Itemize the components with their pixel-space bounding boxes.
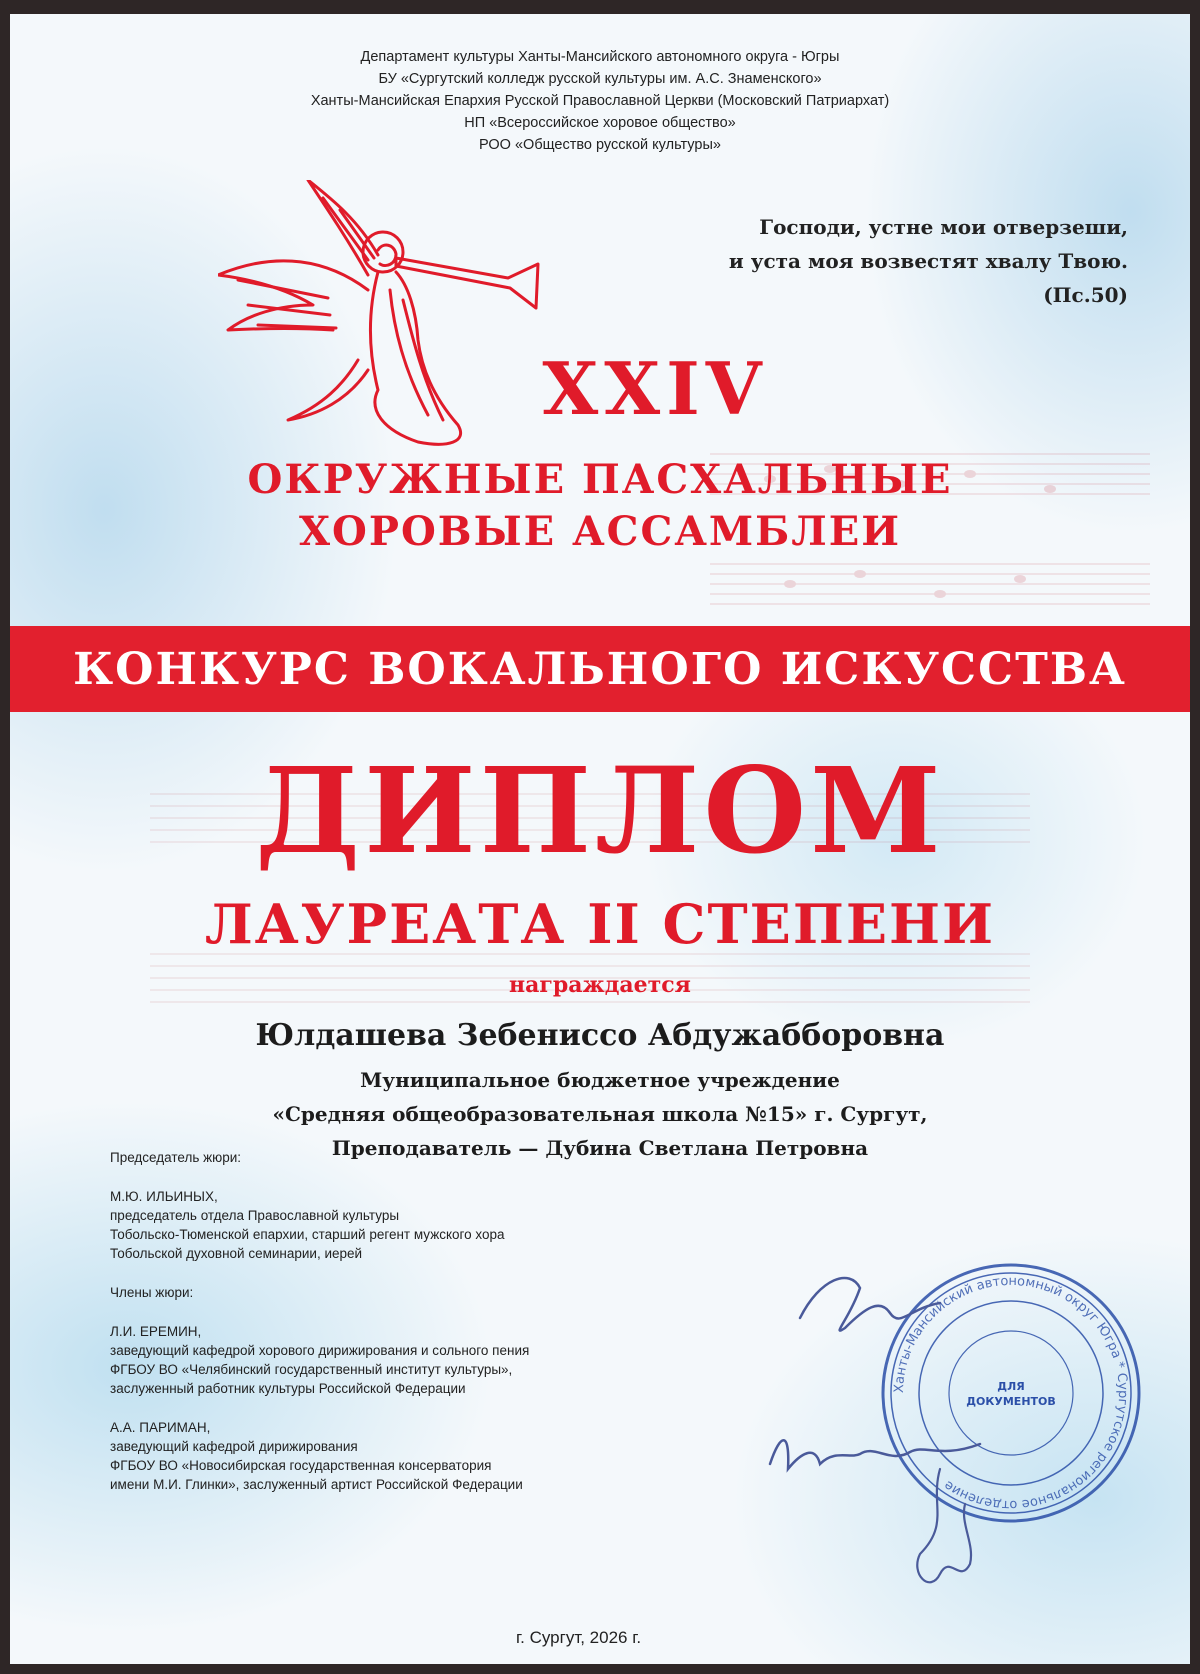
organizer-line: НП «Всероссийское хоровое общество» bbox=[464, 115, 736, 131]
organizer-line: Департамент культуры Ханты-Мансийского автономного округа - Югры bbox=[360, 49, 840, 65]
jury-chair-line: председатель отдела Православной культуры bbox=[110, 1208, 400, 1223]
institution-line-1: Муниципальное бюджетное учреждение bbox=[360, 1068, 840, 1092]
stamp-ring-text: Ханты-Мансийский автономный округ Югра * Сургутское региональное отделение bbox=[891, 1273, 1131, 1513]
jury-chair-line: М.Ю. ИЛЬИНЫХ, bbox=[110, 1189, 218, 1204]
psalm-verse bbox=[729, 210, 1128, 312]
city-year: г. Сургут, 2026 г. bbox=[516, 1628, 642, 1647]
event-title-line-1: ОКРУЖНЫЕ ПАСХАЛЬНЫЕ bbox=[247, 456, 953, 503]
organizers-header bbox=[10, 46, 1190, 156]
jury-chair-line: Тобольской духовной семинарии, иерей bbox=[110, 1246, 363, 1261]
jury-chair-line: Тобольско-Тюменской епархии, старший регент мужского хора bbox=[110, 1227, 505, 1242]
jury-member-1-line: заведующий кафедрой хорового дирижирования и сольного пения bbox=[110, 1343, 530, 1358]
verse-line-2: и уста моя возвестят хвалу Твою. bbox=[728, 249, 1128, 273]
recipient-name: Юлдашева Зебениссо Абдужабборовна bbox=[255, 1018, 945, 1053]
jury-member-1-line: Л.И. ЕРЕМИН, bbox=[110, 1324, 202, 1339]
jury-chair-heading: Председатель жюри: bbox=[110, 1150, 242, 1165]
stamp-center-line-2: ДОКУМЕНТОВ bbox=[966, 1395, 1056, 1408]
jury-member-2-line: А.А. ПАРИМАН, bbox=[110, 1420, 211, 1435]
chair-signature bbox=[790, 1258, 950, 1358]
laureate-degree: ЛАУРЕАТА II СТЕПЕНИ bbox=[204, 892, 996, 956]
diploma-sheet bbox=[10, 14, 1190, 1664]
stamp-center-line-1: ДЛЯ bbox=[997, 1380, 1025, 1393]
institution-line-2: «Средняя общеобразовательная школа №15» г. Сургут, bbox=[272, 1102, 928, 1126]
awarded-label: награждается bbox=[509, 972, 691, 998]
member-2-signature bbox=[890, 1464, 990, 1604]
jury-member-2-line: заведующий кафедрой дирижирования bbox=[110, 1439, 358, 1454]
jury-member-1-line: заслуженный работник культуры Российской Федерации bbox=[110, 1381, 466, 1396]
contest-banner bbox=[10, 626, 1190, 712]
organizer-line: Ханты-Мансийская Епархия Русской Православной Церкви (Московский Патриархат) bbox=[310, 93, 890, 109]
jury-chair-block bbox=[110, 1148, 529, 1494]
contest-title: КОНКУРС ВОКАЛЬНОГО ИСКУССТВА bbox=[73, 643, 1127, 695]
verse-reference: (Пс.50) bbox=[1043, 283, 1128, 307]
event-number: XXIV bbox=[542, 346, 768, 431]
jury-member-2-line: имени М.И. Глинки», заслуженный артист Российской Федерации bbox=[110, 1477, 523, 1492]
diploma-title: ДИПЛОМ bbox=[255, 741, 945, 880]
event-title-line-2: ХОРОВЫЕ АССАМБЛЕИ bbox=[298, 508, 902, 555]
teacher-line: Преподаватель — Дубина Светлана Петровна bbox=[331, 1136, 869, 1160]
jury-members-heading: Члены жюри: bbox=[110, 1285, 194, 1300]
organizer-line: БУ «Сургутский колледж русской культуры им. А.С. Знаменского» bbox=[378, 71, 822, 87]
verse-line-1: Господи, устне мои отверзеши, bbox=[759, 215, 1128, 239]
jury-member-1-line: ФГБОУ ВО «Челябинский государственный институт культуры», bbox=[110, 1362, 513, 1377]
organizer-line: РОО «Общество русской культуры» bbox=[479, 137, 721, 153]
jury-member-2-line: ФГБОУ ВО «Новосибирская государственная консерватория bbox=[110, 1458, 492, 1473]
